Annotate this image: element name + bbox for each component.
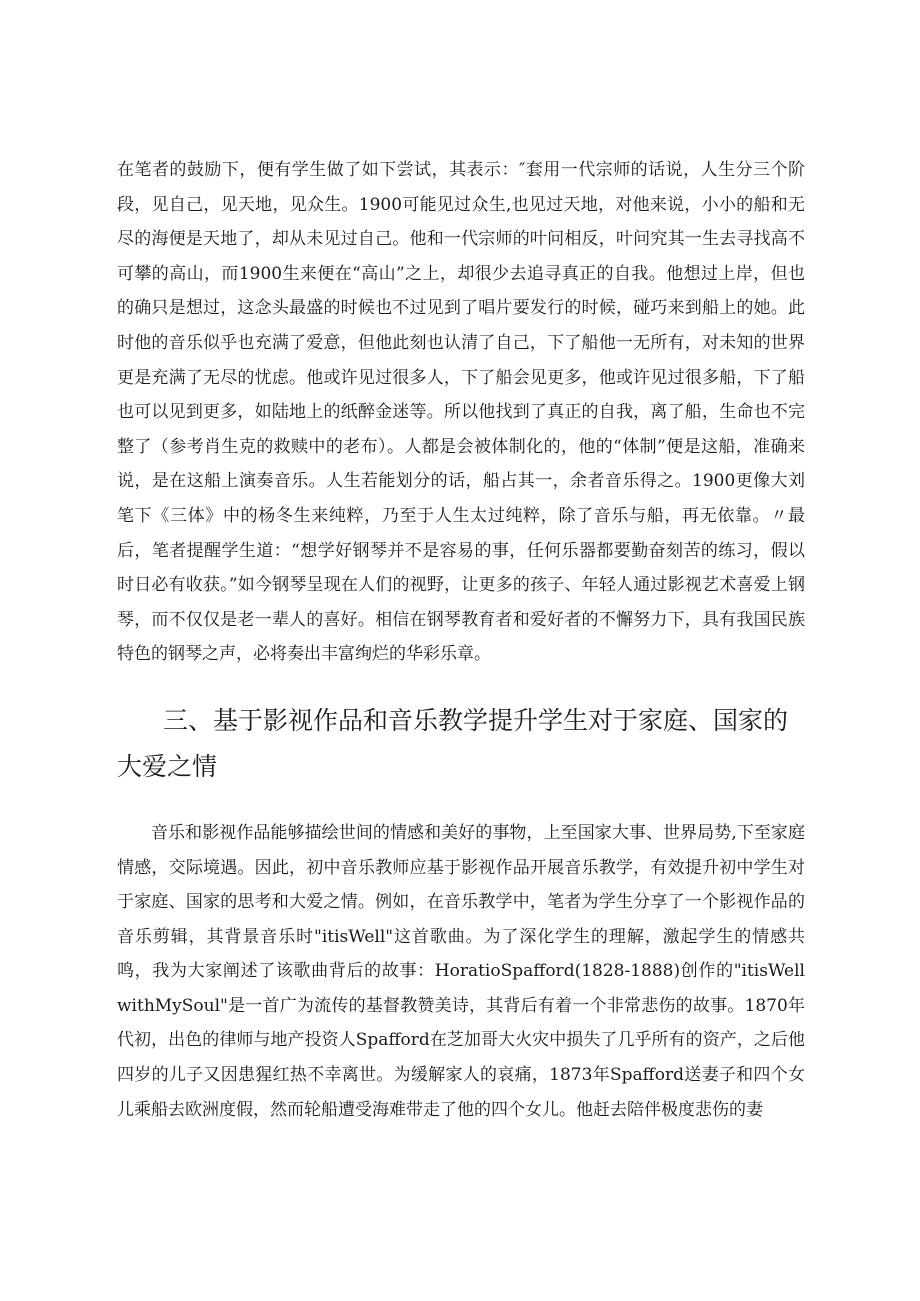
body-paragraph-2: 音乐和影视作品能够描绘世间的情感和美好的事物，上至国家大事、世界局势,下至家庭情感，交际境遇。因此，初中音乐教师应基于影视作品开展音乐教学，有效提升初中学生对于家庭、国家的思考和大爱之情。例如，在音乐教学中，笔者为学生分享了一个影视作品的音乐剪辑，其背景音乐时"itisWell"这首歌曲。为了深化学生的理解，激起学生的情感共鸣，我为大家阐述了该歌曲背后的故事：HoratioSpafford(1828-1888)创作的"itisWellwithMySoul"是一首广为流传的基督教赞美诗，其背后有着一个非常悲伤的故事。1870年代初，出色的律师与地产投资人Spafford在芝加哥大火灾中损失了几乎所有的资产，之后他四岁的儿子又因患猩红热不幸离世。为缓解家人的哀痛，1873年Spafford送妻子和四个女儿乘船去欧洲度假，然而轮船遭受海难带走了他的四个女儿。他赶去陪伴极度悲伤的妻 (117, 822, 805, 1120)
body-paragraph-1: 在笔者的鼓励下，便有学生做了如下尝试，其表示：″套用一代宗师的话说，人生分三个阶段，见自己，见天地，见众生。1900可能见过众生,也见过天地，对他来说，小小的船和无尽的海便是天地了，却从未见过自己。他和一代宗师的叶问相反，叶问究其一生去寻找高不可攀的高山，而1900生来便在“高山”之上，却很少去追寻真正的自我。他想过上岸，但也的确只是想过，这念头最盛的时候也不过见到了唱片要发行的时候，碰巧来到船上的她。此时他的音乐似乎也充满了爱意，但他此刻也认清了自己，下了船他一无所有，对未知的世界更是充满了无尽的忧虑。他或许见过很多人，下了船会见更多，他或许见过很多船，下了船也可以见到更多，如陆地上的纸醉金迷等。所以他找到了真正的自我，离了船，生命也不完整了（参考肖生克的救赎中的老布）。人都是会被体制化的，他的“体制”便是这船，准确来说，是在这船上演奏音乐。人生若能划分的话，船占其一，余者音乐得之。1900更像大刘笔下《三体》中的杨冬生来纯粹，乃至于人生太过纯粹，除了音乐与船，再无依靠。〃最后，笔者提醒学生道：“想学好钢琴并不是容易的事，任何乐器都要勤奋刻苦的练习，假以时日必有收获。”如今钢琴呈现在人们的视野，让更多的孩子、年轻人通过影视艺术喜爱上钢琴，而不仅仅是老一辈人的喜好。相信在钢琴教育者和爱好者的不懈努力下，具有我国民族特色的钢琴之声，必将奏出丰富绚烂的华彩乐章。 (117, 160, 805, 665)
document-page (117, 153, 805, 1127)
section-heading: 三、基于影视作品和音乐教学提升学生对于家庭、国家的大爱之情 (117, 705, 789, 781)
